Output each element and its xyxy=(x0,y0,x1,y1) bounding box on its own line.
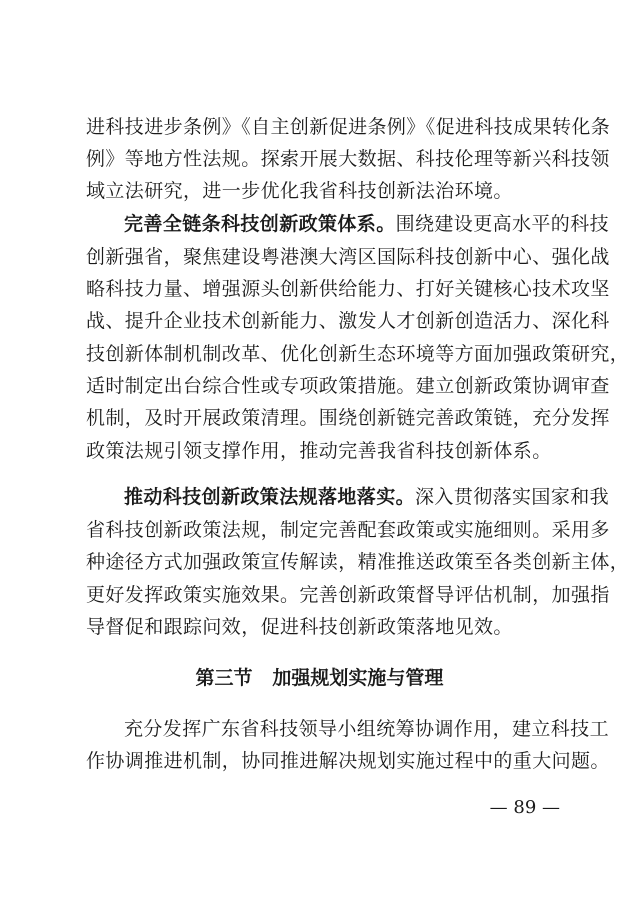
body-text-line: 机制，及时开展政策清理。围绕创新链完善政策链，充分发挥 xyxy=(86,407,610,429)
body-text-line: 更好发挥政策实施效果。完善创新政策督导评估机制，加强指 xyxy=(86,584,610,606)
body-text-line: 略科技力量、增强源头创新供给能力、打好关键核心技术攻坚 xyxy=(86,278,610,300)
body-text-line xyxy=(124,482,610,512)
page-number: — 89 — xyxy=(489,797,560,818)
body-text-line: 域立法研究，进一步优化我省科技创新法治环境。 xyxy=(86,180,513,202)
body-text-line: 政策法规引领支撑作用，推动完善我省科技创新体系。 xyxy=(86,440,552,462)
paragraph-lead-heading: 推动科技创新政策法规落地落实。 xyxy=(124,486,416,508)
body-text-line xyxy=(124,209,610,239)
body-text-line: 技创新体制机制改革、优化创新生态环境等方面加强政策研究， xyxy=(86,343,630,365)
body-text-line: 作协调推进机制，协同推进解决规划实施过程中的重大问题。 xyxy=(86,750,610,772)
body-text-line: 省科技创新政策法规，制定完善配套政策或实施细则。采用多 xyxy=(86,519,610,541)
body-text-line: 种途径方式加强政策宣传解读，精准推送政策至各类创新主体， xyxy=(86,551,630,573)
body-text-line: 创新强省，聚焦建设粤港澳大湾区国际科技创新中心、强化战 xyxy=(86,246,610,268)
body-text-line: 充分发挥广东省科技领导小组统筹协调作用，建立科技工 xyxy=(124,718,610,740)
section-number: 第三节 xyxy=(195,667,253,689)
body-text-fragment: 深入贯彻落实国家和我 xyxy=(415,486,610,508)
section-title: 加强规划实施与管理 xyxy=(272,667,444,689)
body-text-line: 适时制定出台综合性或专项政策措施。建立创新政策协调审查 xyxy=(86,375,610,397)
paragraph-lead-heading: 完善全链条科技创新政策体系。 xyxy=(124,213,396,235)
body-text-line: 进科技进步条例》《自主创新促进条例》《促进科技成果转化条 xyxy=(86,116,611,138)
body-text-line: 例》等地方性法规。探索开展大数据、科技伦理等新兴科技领 xyxy=(86,148,610,170)
body-text-fragment: 围绕建设更高水平的科技 xyxy=(395,213,610,235)
body-text-line: 战、提升企业技术创新能力、激发人才创新创造活力、深化科 xyxy=(86,310,610,332)
body-text-line: 导督促和跟踪问效，促进科技创新政策落地见效。 xyxy=(86,616,513,638)
section-heading xyxy=(0,663,639,693)
